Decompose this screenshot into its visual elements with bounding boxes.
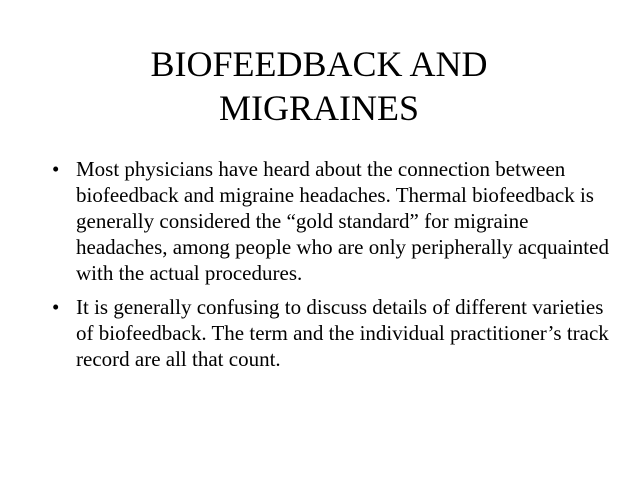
bullet-item	[52, 156, 612, 286]
bullet-text: Most physicians have heard about the connection between biofeedback and migraine headaches. Thermal biofeedback is generally considered the “gold standard” for migraine headaches, among people who are only peripherally acquainted with the actual procedures.	[76, 157, 609, 285]
bullet-text: It is generally confusing to discuss details of different varieties of biofeedback. The term and the individual practitioner’s track record are all that count.	[76, 295, 609, 371]
slide-title	[0, 42, 638, 130]
slide-title-line-2: MIGRAINES	[218, 88, 419, 128]
slide-title-line-1: BIOFEEDBACK AND	[150, 44, 488, 84]
bullet-list	[52, 156, 612, 380]
bullet-item	[52, 294, 612, 372]
bullet-icon: •	[52, 295, 60, 319]
bullet-icon: •	[52, 157, 60, 181]
